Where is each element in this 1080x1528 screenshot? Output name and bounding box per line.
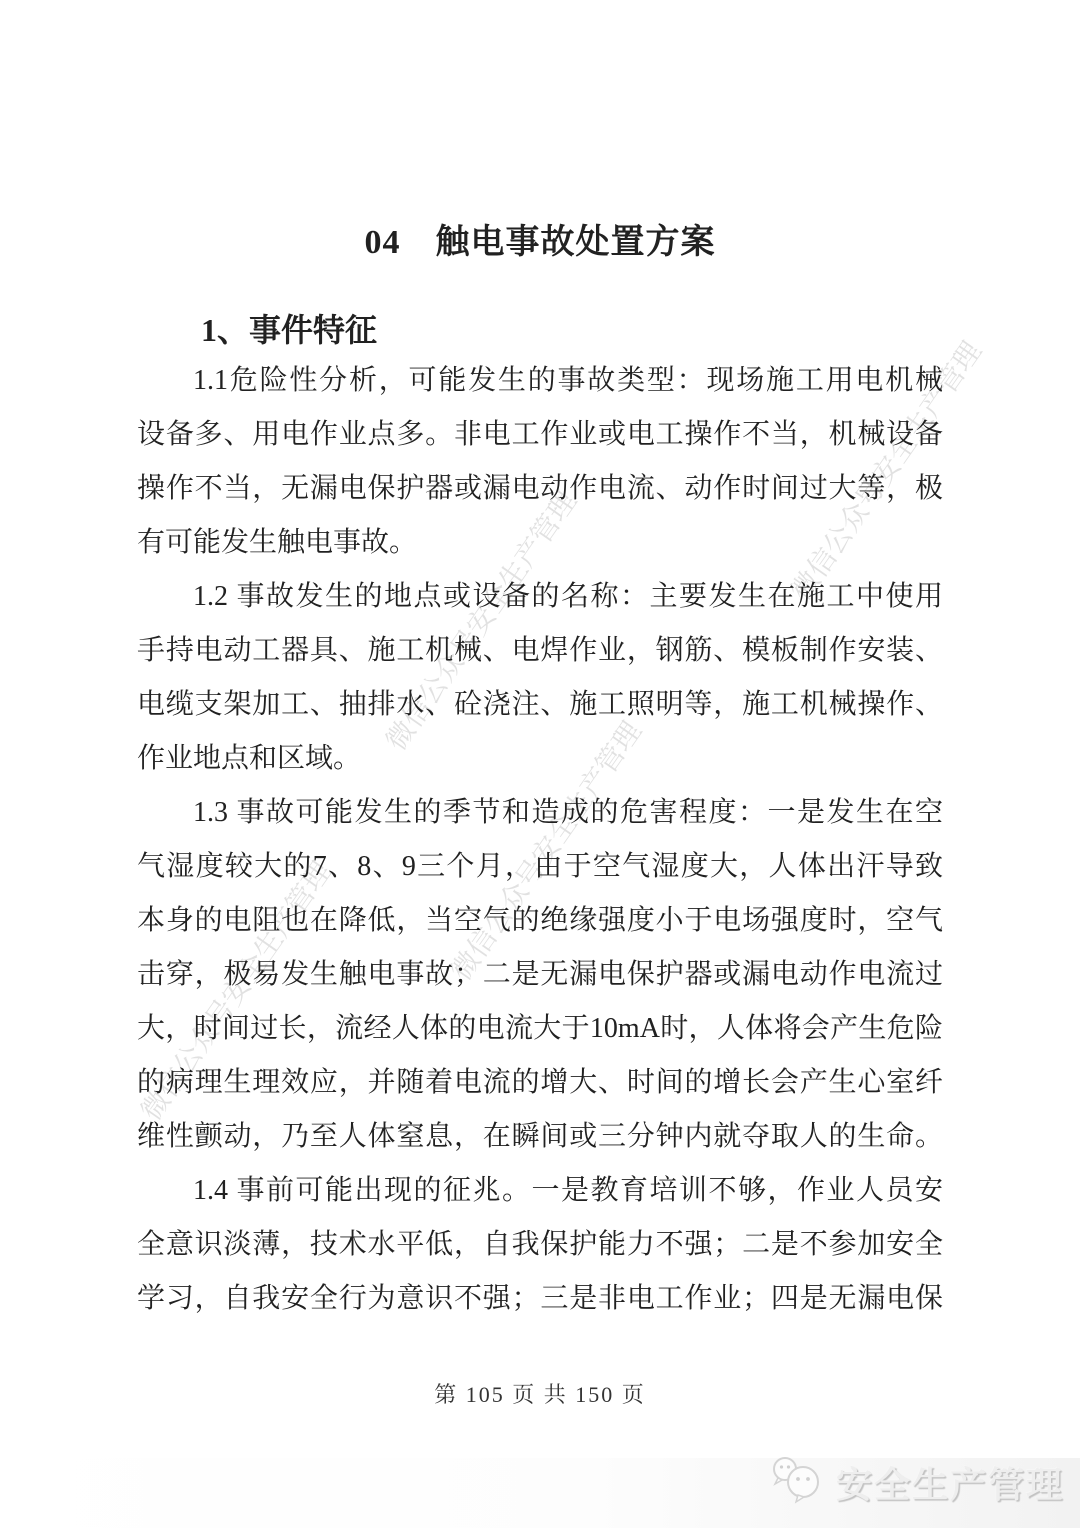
section-heading: 1、事件特征: [201, 312, 378, 348]
paragraph-1-2: [137, 570, 943, 786]
text-line: 气湿度较大的7、8、9三个月，由于空气湿度大，人体出汗导致: [137, 851, 943, 882]
brand-name: 安全生产管理: [835, 1464, 1064, 1505]
wechat-logo-icon: [770, 1456, 828, 1509]
page-number: 第 105 页 共 150 页: [434, 1382, 646, 1407]
watermark-text: 微信公众号安全生产管理: [136, 856, 339, 1127]
text-line: 作业地点和区域。: [137, 743, 362, 774]
brand-badge: [770, 1456, 1064, 1509]
text-line: 的病理生理效应，并随着电流的增大、时间的增长会产生心室纤: [137, 1067, 943, 1098]
text-line: 击穿，极易发生触电事故；二是无漏电保护器或漏电动作电流过: [137, 959, 943, 990]
text-line: 维性颤动，乃至人体窒息，在瞬间或三分钟内就夺取人的生命。: [137, 1121, 943, 1152]
paragraph-1-4: [137, 1164, 943, 1326]
text-line: 有可能发生触电事故。: [137, 527, 418, 558]
document-content: [137, 0, 943, 1326]
body-text: [137, 354, 943, 1326]
page-title: 04 触电事故处置方案: [364, 224, 716, 261]
text-line: 1.4 事前可能出现的征兆。一是教育培训不够，作业人员安: [193, 1175, 943, 1206]
text-line: 学习，自我安全行为意识不强；三是非电工作业；四是无漏电保: [137, 1283, 943, 1314]
text-line: 设备多、用电作业点多。非电工作业或电工操作不当，机械设备: [137, 419, 943, 450]
paragraph-1-1: [137, 354, 943, 570]
text-line: 电缆支架加工、抽排水、砼浇注、施工照明等，施工机械操作、: [137, 689, 943, 720]
text-line: 操作不当，无漏电保护器或漏电动作电流、动作时间过大等，极: [137, 473, 943, 504]
watermark-text: 微信公众号安全生产管理: [381, 486, 584, 757]
paragraph-1-3: [137, 786, 943, 1164]
text-line: 全意识淡薄，技术水平低，自我保护能力不强；二是不参加安全: [137, 1229, 943, 1260]
text-line: 1.2 事故发生的地点或设备的名称：主要发生在施工中使用: [193, 581, 943, 612]
watermark-text: 微信公众号安全生产管理: [446, 716, 649, 987]
text-line: 1.1危险性分析，可能发生的事故类型：现场施工用电机械: [193, 365, 943, 396]
text-line: 手持电动工器具、施工机械、电焊作业，钢筋、模板制作安装、: [137, 635, 943, 666]
text-line: 大，时间过长，流经人体的电流大于10mA时，人体将会产生危险: [137, 1013, 943, 1044]
text-line: 本身的电阻也在降低，当空气的绝缘强度小于电场强度时，空气: [137, 905, 943, 936]
watermark-text: 微信公众号安全生产管理: [786, 336, 989, 607]
text-line: 1.3 事故可能发生的季节和造成的危害程度：一是发生在空: [193, 797, 943, 828]
